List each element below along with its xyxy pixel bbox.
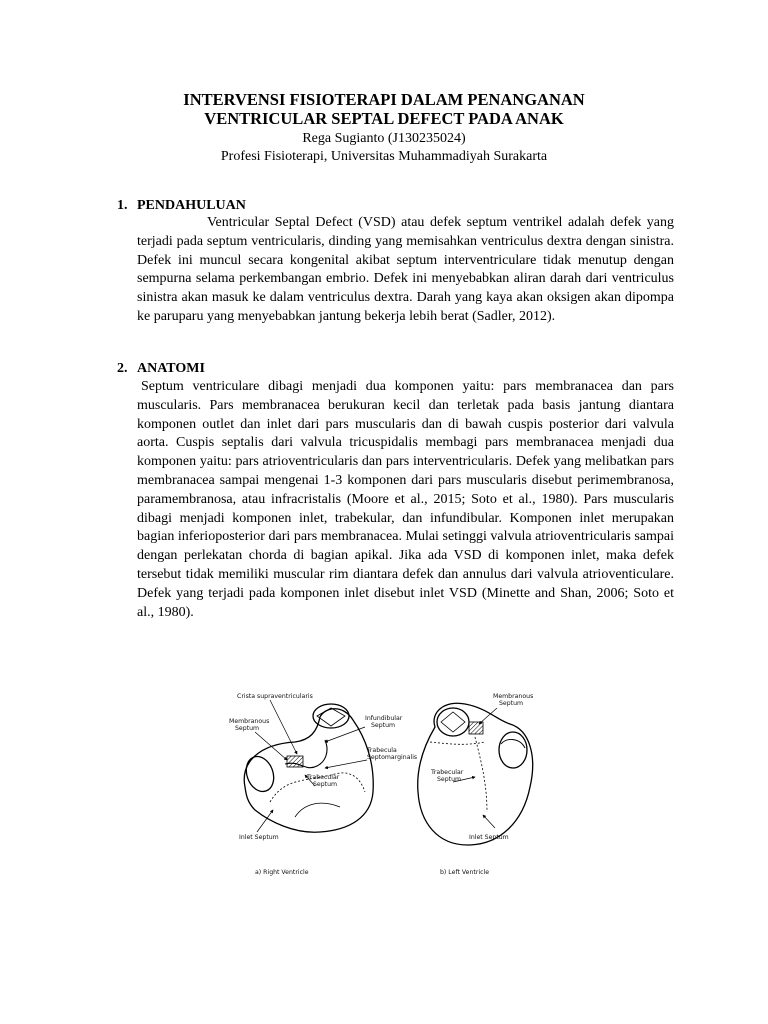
label-septum-b: Septum [499,700,524,707]
section-number: 2. [117,361,128,376]
affiliation-line: Profesi Fisioterapi, Universitas Muhammadiyah Surakarta [220,149,548,164]
caption-left-ventricle: b) Left Ventricle [440,869,490,876]
section-paragraph-anatomi: Septum ventriculare dibagi menjadi dua komponen yaitu: pars membranacea dan pars muscularis. Pars membranacea berukuran kecil dan terletak pada basis jantung diantara komponen outlet dan inlet dari pars muscularis dan di bawah cuspis posterior dari valvula aorta. Cuspis septalis dari valvula tricuspidalis membagi pars membranacea menjadi dua komponen yaitu: pars atrioventricularis dan pars interventricularis. Defek yang melibatkan pars membranacea sampai mengenai 1-3 komponen dari pars muscularis disebut perimembranosa, paramembranosa, atau infracristalis (Moore et al., 2015; Soto et al., 1980). Pars muscularis dibagi menjadi komponen inlet, trabekular, dan infundibular. Komponen inlet merupakan bagian inferioposterior dari pars membranacea. Mulai setinggi valvula atrioventricularis sampai dengan perlekatan chorda di bagian apikal. Jika ada VSD di komponen inlet, maka defek tersebut tidak memiliki muscular rim diantara defek dan annulus dari valvula atrioventiculare. Defek yang terjadi pada komponen inlet disebut inlet VSD (Minette and Shan, 2006; Soto et al., 1980). [137,379,674,620]
ventricle-diagram [225,682,545,882]
label-trabecular-septum-a: Septum [313,781,338,788]
label-membranous-a: Membranous [229,718,270,725]
label-inlet-septum-b: Inlet Septum [469,834,509,841]
paper-title-line-2: VENTRICULAR SEPTAL DEFECT PADA ANAK [204,109,564,128]
label-septomarginalis: Septomarginalis [367,754,418,761]
section-number: 1. [117,198,128,213]
label-infundibular-septum: Septum [371,722,396,729]
paper-title-line-1: INTERVENSI FISIOTERAPI DALAM PENANGANAN [183,90,585,109]
label-membranous-b: Membranous [493,693,534,700]
author-line: Rega Sugianto (J130235024) [302,131,466,146]
membranous-septum-hatch-a [287,756,303,767]
label-trabecula: Trabecula [367,747,397,754]
label-inlet-septum-a: Inlet Septum [239,834,279,841]
section-title: ANATOMI [137,361,205,376]
label-trabecular-a: Trabecular [307,774,340,781]
heart-ventricle-figure [225,682,545,882]
label-infundibular: Infundibular [365,715,403,722]
section-title: PENDAHULUAN [137,198,246,213]
label-trabecular-septum-b: Septum [437,776,462,783]
caption-right-ventricle: a) Right Ventricle [255,869,309,876]
label-trabecular-b: Trabecular [431,769,464,776]
label-crista-supraventricularis: Crista supraventricularis [237,693,313,700]
section-paragraph-pendahuluan: Ventricular Septal Defect (VSD) atau defek septum ventrikel adalah defek yang terjadi pada septum ventricularis, dinding yang memisahkan ventriculus dextra dengan sinistra. Defek ini muncul secara kongenital akibat septum interventriculare tidak menutup dengan sempurna selama perkembangan embrio. Defek ini menyebabkan aliran darah dari ventriculus sinistra akan masuk ke dalam ventriculus dextra. Darah yang kaya akan oksigen akan dipompa ke paruparu yang menyebabkan jantung bekerja lebih berat (Sadler, 2012). [137,215,674,324]
label-septum-a: Septum [235,725,260,732]
membranous-septum-hatch-b [469,722,483,734]
